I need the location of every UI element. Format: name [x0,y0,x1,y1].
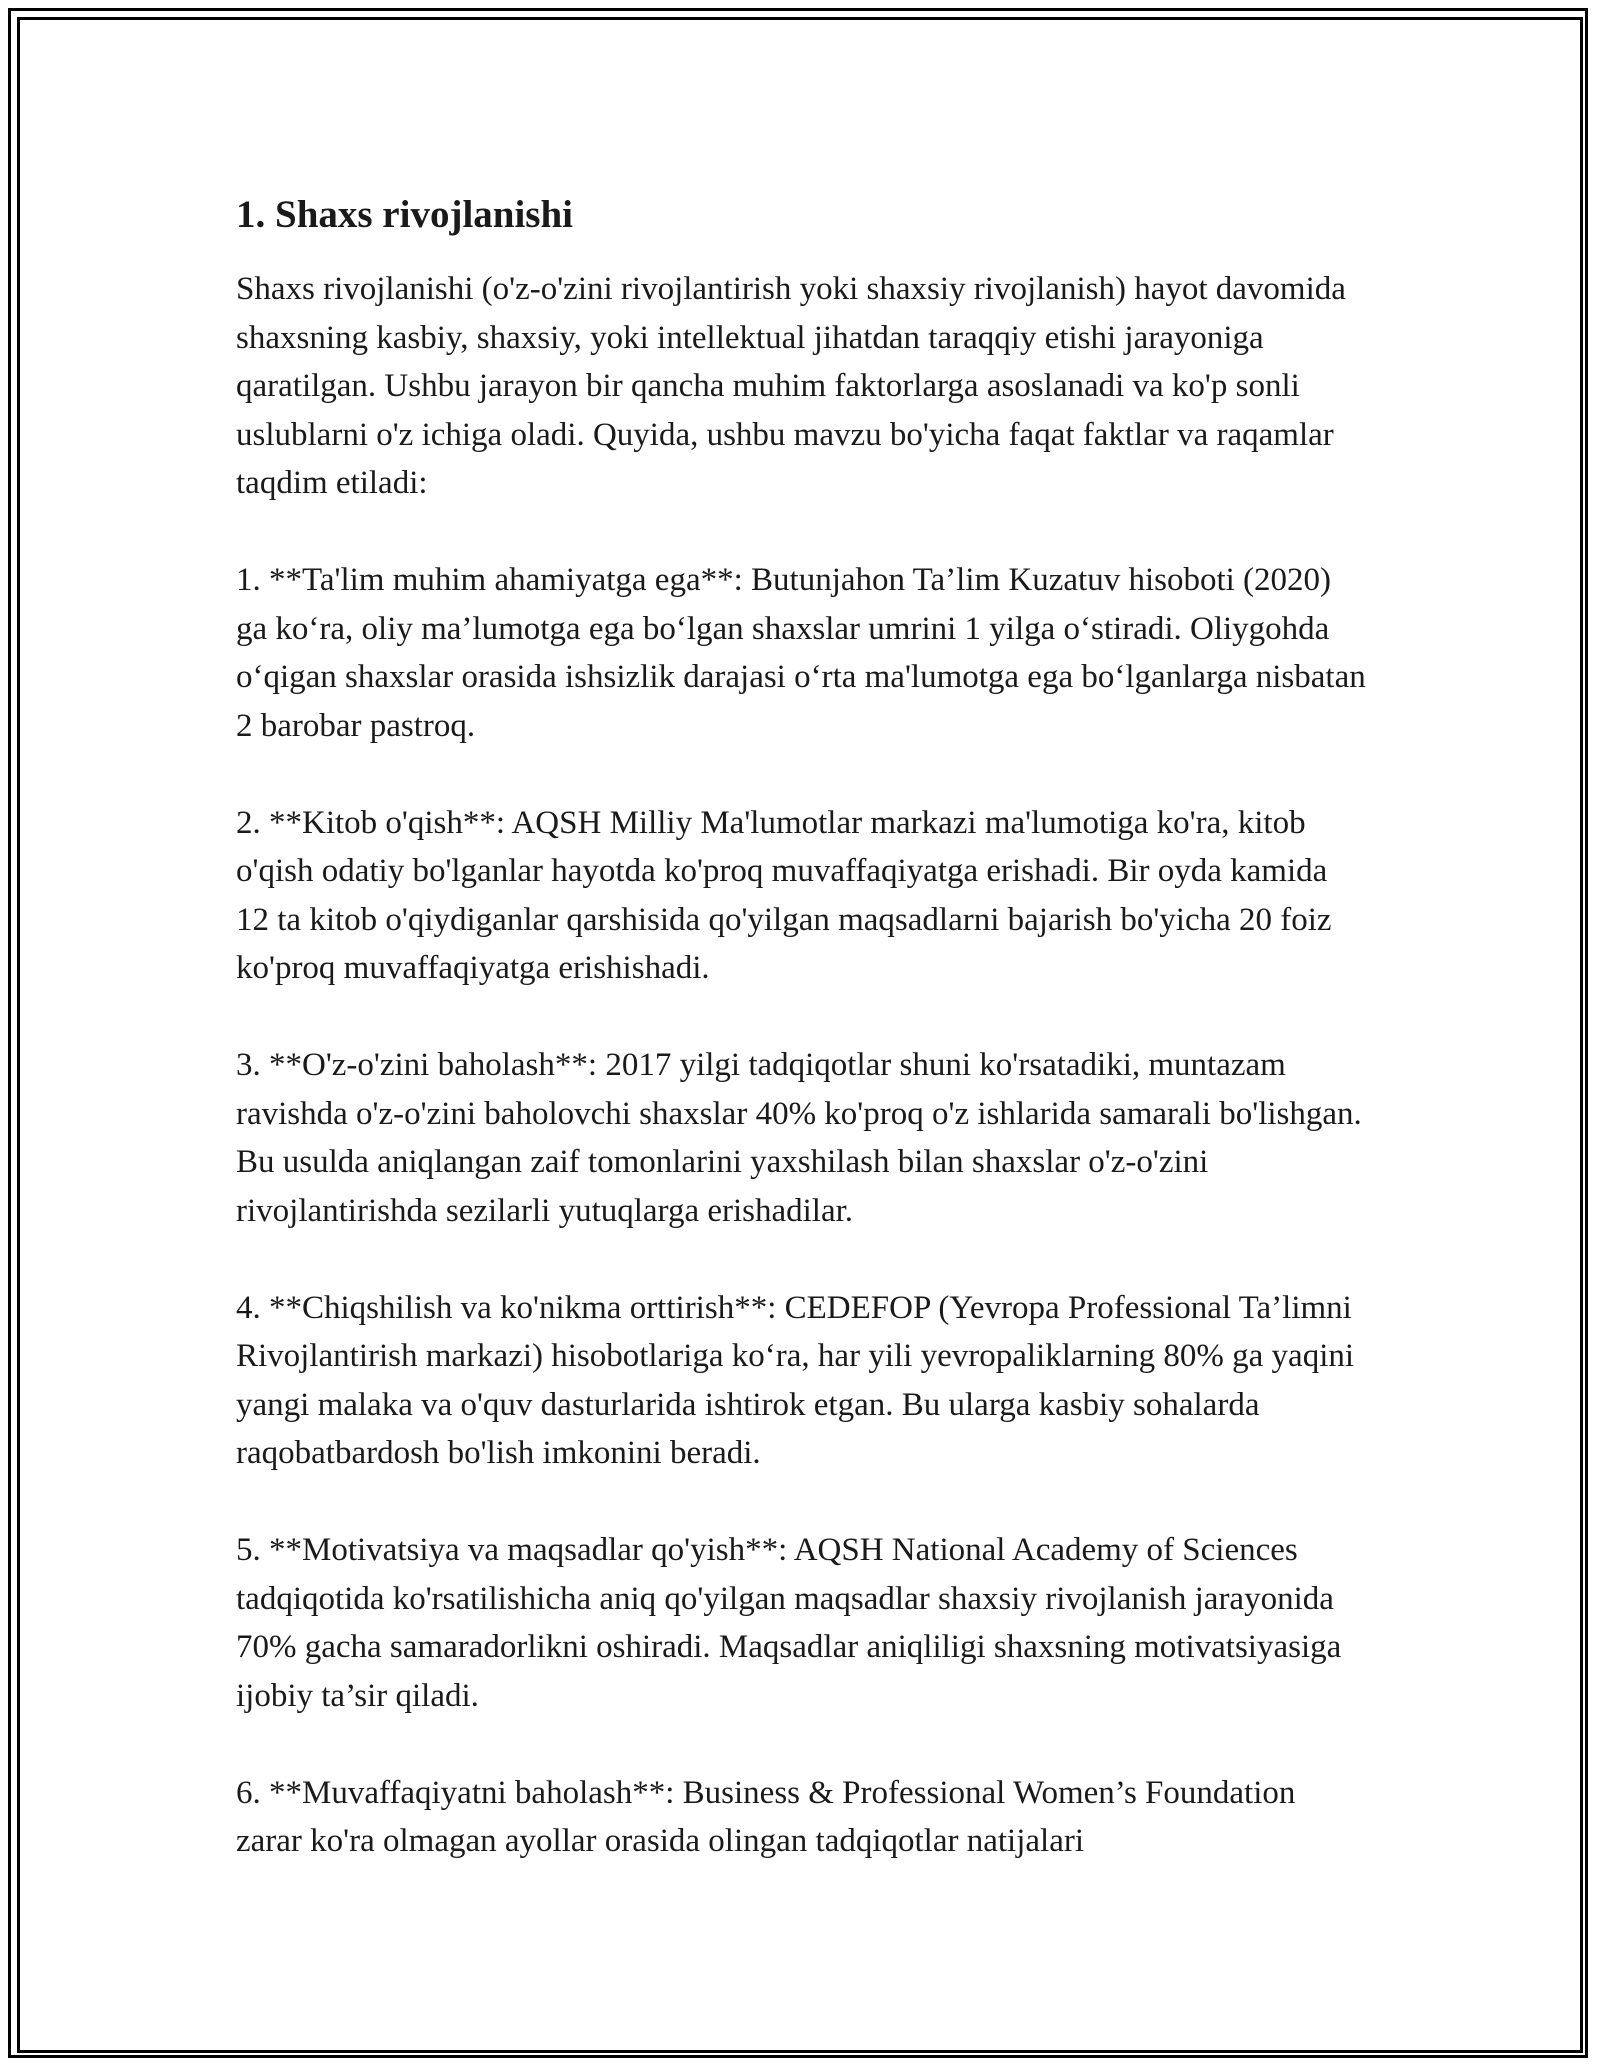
document-page [236,185,1386,1866]
section-title: 1. Shaxs rivojlanishi [236,193,574,236]
fact-item-5: 5. **Motivatsiya va maqsadlar qo'yish**: AQSH National Academy of Sciences tadqiqotida ko'rsatilishicha aniq qo'yilgan maqsadlar shaxsiy rivojlanish jarayonida 70% gacha samaradorlikni oshiradi. Maqsadlar aniqliligi shaxsning motivatsiyasiga ijobiy ta’sir qiladi. [236,1532,1342,1714]
fact-item-6: 6. **Muvaffaqiyatni baholash**: Business & Professional Women’s Foundation zarar ko'ra olmagan ayollar orasida olingan tadqiqotlar natijalari [236,1774,1296,1859]
fact-item-2: 2. **Kitob o'qish**: AQSH Milliy Ma'lumotlar markazi ma'lumotiga ko'ra, kitob o'qish odatiy bo'lganlar hayotda ko'proq muvaffaqiyatga erishadi. Bir oyda kamida 12 ta kitob o'qiydiganlar qarshisida qo'yilgan maqsadlarni bajarish bo'yicha 20 foiz ko'proq muvaffaqiyatga erishishadi. [236,804,1332,986]
intro-paragraph: Shaxs rivojlanishi (o'z-o'zini rivojlantirish yoki shaxsiy rivojlanish) hayot davomida shaxsning kasbiy, shaxsiy, yoki intellektual jihatdan taraqqiy etishi jarayoniga qaratilgan. Ushbu jarayon bir qancha muhim faktorlarga asoslanadi va ko'p sonli uslublarni o'z ichiga oladi. Quyida, ushbu mavzu bo'yicha faqat faktlar va raqamlar taqdim etiladi: [236,271,1346,501]
fact-item-4: 4. **Chiqshilish va ko'nikma orttirish**: CEDEFOP (Yevropa Professional Ta’limni Rivojlantirish markazi) hisobotlariga ko‘ra, har yili yevropaliklarning 80% ga yaqini yangi malaka va o'quv dasturlarida ishtirok etgan. Bu ularga kasbiy sohalarda raqobatbardosh bo'lish imkonini beradi. [236,1289,1355,1471]
fact-item-1: 1. **Ta'lim muhim ahamiyatga ega**: Butunjahon Ta’lim Kuzatuv hisoboti (2020) ga ko‘ra, oliy ma’lumotga ega bo‘lgan shaxslar umrini 1 yilga o‘stiradi. Oliygohda o‘qigan shaxslar orasida ishsizlik darajasi o‘rta ma'lumotga ega bo‘lganlarga nisbatan 2 barobar pastroq. [236,562,1366,744]
fact-item-3: 3. **O'z-o'zini baholash**: 2017 yilgi tadqiqotlar shuni ko'rsatadiki, muntazam ravishda o'z-o'zini baholovchi shaxslar 40% ko'proq o'z ishlarida samarali bo'lishgan. Bu usulda aniqlangan zaif tomonlarini yaxshilash bilan shaxslar o'z-o'zini rivojlantirishda sezilarli yutuqlarga erishadilar. [236,1047,1362,1229]
